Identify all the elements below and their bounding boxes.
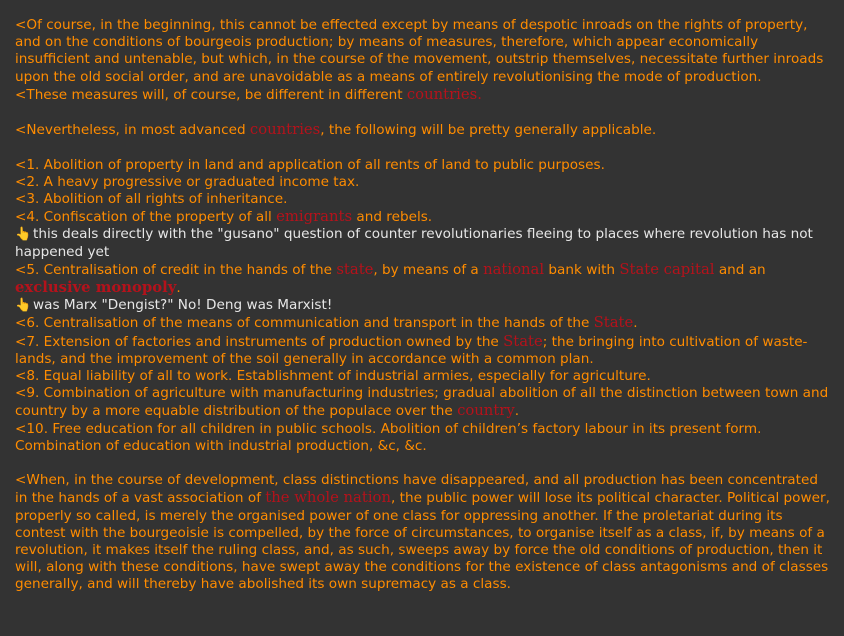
highlight-state: state [336,260,374,278]
list-item: <8. Equal liability of all to work. Establishment of industrial armies, especially for agriculture. [15,368,651,385]
quote-text: , by means of a [373,261,484,278]
list-item [15,385,830,420]
quote-text: <Nevertheless, in most advanced [15,122,250,139]
list-item: <2. A heavy progressive or graduated income tax. [15,173,360,190]
quote-text: . [514,403,520,420]
quote-text: and rebels. [352,209,433,226]
highlight-national: national [483,260,545,278]
list-item: <3. Abolition of all rights of inheritance. [15,191,288,207]
greentext-paragraph [15,86,830,104]
quote-text: <5. Centralisation of credit in the hands of the [15,261,337,278]
quote-text: <9. Combination of agriculture with manufacturing industries; gradual abolition of all the distinction between town and country by a more equable distribution of the populace over the [15,385,829,420]
highlight-state: State [503,332,543,350]
quote-text: <4. Confiscation of the property of all [15,209,277,226]
list-item [15,208,830,226]
quote-text: , the public power will lose its political character. Political power, properly so called, is merely the organised power of one class for oppressing another. If the proletariat during its contest with the bourgeoisie is compelled, by the force of circumstances, to organise itself as a class, if, by means of a revolution, it makes itself the ruling class, and, as such, sweeps away by force the old conditions of production, then it will, along with these conditions, have swept away the conditions for the existence of class antagonisms and of classes generally, and will thereby have abolished its own supremacy as a class. [15,490,830,593]
comment-line [15,297,830,314]
highlight-countries: countries [249,121,321,139]
greentext-paragraph [15,121,830,139]
greentext-paragraph: <Of course, in the beginning, this cannot be effected except by means of despotic inroads on the rights of property, and on the conditions of bourgeois production; by means of measures, therefore, which appear economically insufficient and untenable, but which, in the course of the movement, outstrip themselves, necessitate further inroads upon the old social order, and are unavoidable as a means of entirely revolutionising the mode of production. [15,17,824,85]
highlight-whole-nation: the whole nation [265,489,391,507]
quote-text: <When, in the course of development, class distinctions have disappeared, and all production has been concentrated in the hands of a vast association of [15,472,818,507]
quote-text: , the following will be pretty generally applicable. [320,122,657,139]
quote-text: . [633,315,638,332]
quote-text: and an [714,261,766,278]
highlight-countries: countries. [406,85,482,103]
highlight-exclusive-monopoly: exclusive monopoly [15,279,177,297]
list-item: <1. Abolition of property in land and application of all rents of land to public purposes. [15,156,605,173]
quote-text: <7. Extension of factories and instruments of production owned by the [15,333,504,350]
comment-text: was Marx "Dengist?" No! Deng was Marxist! [33,297,333,314]
quote-text: <These measures will, of course, be different in different [15,86,407,103]
list-item [15,333,830,368]
post-body [15,17,830,594]
pointing-hand-icon: 👆 [15,227,32,243]
highlight-state: State [593,314,634,332]
greentext-paragraph [15,472,830,593]
spacer [15,455,830,472]
list-item [15,261,830,297]
quote-text: . [176,280,181,297]
highlight-country: country [457,402,515,420]
list-item [15,314,830,332]
quote-text: bank with [544,261,620,278]
pointing-hand-icon: 👆 [15,298,32,314]
highlight-state-capital: State capital [619,260,715,278]
spacer [15,104,830,121]
comment-text: this deals directly with the "gusano" question of counter revolutionaries fleeing to places where revolution has not happened yet [15,226,813,260]
spacer [15,139,830,156]
quote-text: <6. Centralisation of the means of communication and transport in the hands of the [15,315,594,332]
comment-line [15,226,830,260]
quote-text: ; the bringing into cultivation of waste-lands, and the improvement of the soil generally in accordance with a common plan. [15,333,808,367]
list-item: <10. Free education for all children in public schools. Abolition of children’s factory labour in its present form. Combination of education with industrial production, &c, &c. [15,420,762,454]
highlight-emigrants: emigrants [276,208,353,226]
